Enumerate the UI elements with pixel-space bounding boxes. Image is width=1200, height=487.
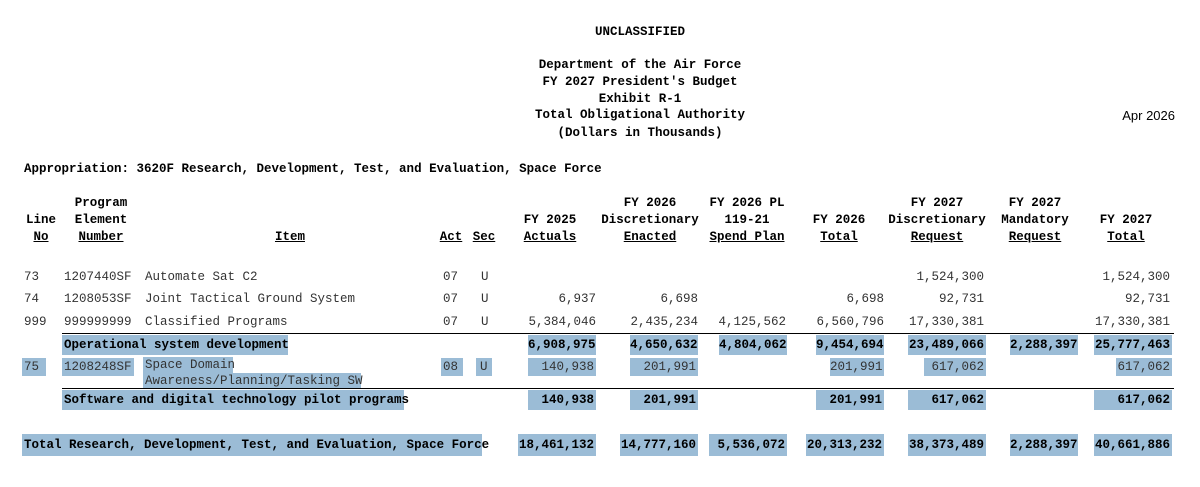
fy2026-disc-value: 201,991 xyxy=(630,390,698,410)
act-code: 07 xyxy=(443,292,459,306)
fy2026-disc-value: 2,435,234 xyxy=(630,315,698,329)
fy2026-pl-value: 4,804,062 xyxy=(719,335,787,355)
title-budget: FY 2027 President's Budget xyxy=(542,75,738,89)
fy2026-pl-value: 5,536,072 xyxy=(709,434,787,456)
fy2026-disc-value: 6,698 xyxy=(660,292,698,306)
fy2025-value: 140,938 xyxy=(528,390,596,410)
pe-number: 1208248SF xyxy=(62,358,134,376)
line-number: 73 xyxy=(24,270,40,284)
item-name: Joint Tactical Ground System xyxy=(145,292,356,306)
fy2026-total-value: 6,698 xyxy=(846,292,884,306)
fy2027-disc-value: 1,524,300 xyxy=(916,270,984,284)
header-fy2027-disc: FY 2027 Discretionary Request xyxy=(888,196,986,244)
act-code: 08 xyxy=(441,358,463,376)
fy2025-value: 6,908,975 xyxy=(528,335,596,355)
fy2026-disc-value: 201,991 xyxy=(630,358,698,376)
fy2027-total-value: 17,330,381 xyxy=(1094,315,1170,329)
fy2027-disc-value: 38,373,489 xyxy=(908,434,986,456)
pe-number: 1208053SF xyxy=(64,292,132,306)
fy2026-disc-value: 14,777,160 xyxy=(620,434,698,456)
report-date: Apr 2026 xyxy=(1122,108,1175,123)
fy2026-total-value: 201,991 xyxy=(830,360,883,374)
title-exhibit: Exhibit R-1 xyxy=(598,92,682,106)
item-name-line2: Awareness/Planning/Tasking SW xyxy=(145,374,363,388)
fy2027-mand-value: 2,288,397 xyxy=(1010,335,1078,355)
sec-code: U xyxy=(481,292,489,306)
fy2026-total-value: 201,991 xyxy=(816,390,884,410)
sec-code: U xyxy=(481,270,489,284)
fy2027-total-value: 25,777,463 xyxy=(1094,335,1172,355)
fy2027-total-value: 1,524,300 xyxy=(1102,270,1170,284)
subtotal-rule xyxy=(62,333,1174,334)
fy2027-total-value: 617,062 xyxy=(1094,390,1172,410)
title-units: (Dollars in Thousands) xyxy=(557,126,723,140)
fy2027-disc-value: 17,330,381 xyxy=(908,315,984,329)
fy2026-total-value: 6,560,796 xyxy=(816,315,884,329)
header-fy2026-disc: FY 2026 Discretionary Enacted xyxy=(601,196,699,244)
act-code: 07 xyxy=(443,315,459,329)
fy2027-disc-value: 23,489,066 xyxy=(908,335,986,355)
subtotal-label: Operational system development xyxy=(62,335,288,355)
title-authority: Total Obligational Authority xyxy=(534,108,746,122)
header-fy2027-mand: FY 2027 Mandatory Request xyxy=(1001,196,1069,244)
line-number: 999 xyxy=(24,315,47,329)
header-fy2027-total: FY 2027 Total xyxy=(1099,213,1153,244)
title-department: Department of the Air Force xyxy=(538,58,742,72)
fy2026-pl-value: 4,125,562 xyxy=(718,315,786,329)
header-fy2026-total: FY 2026 Total xyxy=(812,213,866,244)
appropriation-label: Appropriation: 3620F Research, Development, Test, and Evaluation, Space Force xyxy=(24,162,602,176)
header-fy2025: FY 2025 Actuals xyxy=(523,213,577,244)
line-number: 74 xyxy=(24,292,40,306)
line-number: 75 xyxy=(22,358,46,376)
header-pe-number: Program Element Number xyxy=(74,196,128,244)
header-fy2026-pl: FY 2026 PL 119-21 Spend Plan xyxy=(709,196,785,244)
item-name: Automate Sat C2 xyxy=(145,270,258,284)
pe-number: 1207440SF xyxy=(64,270,132,284)
fy2027-mand-value: 2,288,397 xyxy=(1010,434,1078,456)
sec-code: U xyxy=(476,358,492,376)
sec-code: U xyxy=(481,315,489,329)
header-sec: Sec xyxy=(472,230,496,244)
subtotal-rule xyxy=(62,388,1174,389)
fy2026-disc-value: 4,650,632 xyxy=(630,335,698,355)
fy2025-value: 140,938 xyxy=(528,358,596,376)
fy2027-disc-value: 92,731 xyxy=(938,292,984,306)
subtotal-label: Software and digital technology pilot programs xyxy=(62,390,404,410)
header-act: Act xyxy=(439,230,463,244)
grand-total-label: Total Research, Development, Test, and Evaluation, Space Force xyxy=(22,434,482,456)
item-name: Classified Programs xyxy=(145,315,288,329)
fy2025-value: 18,461,132 xyxy=(518,434,596,456)
pe-number: 999999999 xyxy=(64,315,132,329)
fy2027-disc-value: 617,062 xyxy=(908,390,986,410)
header-line-no: Line No xyxy=(25,213,56,244)
classification-banner: UNCLASSIFIED xyxy=(594,25,685,39)
fy2025-value: 5,384,046 xyxy=(528,315,596,329)
item-name-line1: Space Domain xyxy=(145,358,236,372)
fy2027-total-value: 92,731 xyxy=(1124,292,1170,306)
fy2027-total-value: 617,062 xyxy=(1117,360,1170,374)
fy2026-total-value: 9,454,694 xyxy=(816,335,884,355)
header-item: Item xyxy=(274,230,305,244)
act-code: 07 xyxy=(443,270,459,284)
fy2027-disc-value: 617,062 xyxy=(924,358,986,376)
fy2027-total-value: 40,661,886 xyxy=(1094,434,1172,456)
fy2026-total-value: 20,313,232 xyxy=(806,434,884,456)
fy2025-value: 6,937 xyxy=(558,292,596,306)
